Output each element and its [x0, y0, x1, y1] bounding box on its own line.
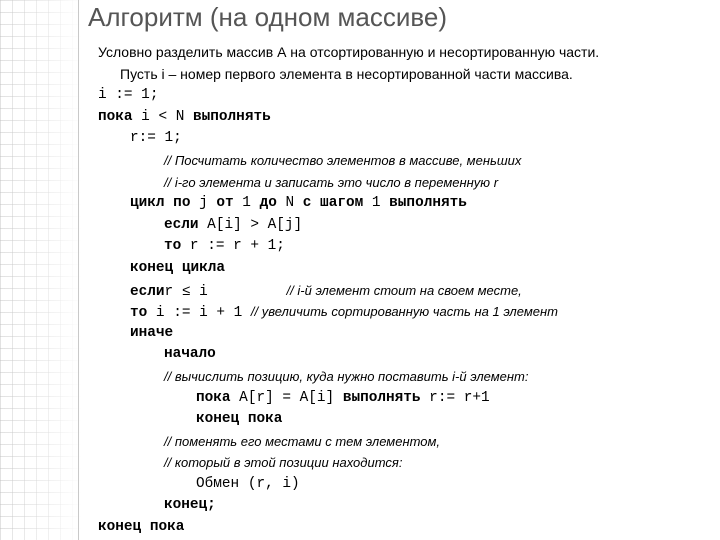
- code-line: Обмен (r, i): [196, 475, 300, 492]
- code-line: еслиr ≤ i // i-й элемент стоит на своем месте,: [130, 282, 522, 300]
- code-line: пока i < N выполнять: [98, 108, 271, 125]
- code-line: конец;: [164, 497, 216, 514]
- slide-title: Алгоритм (на одном массиве): [88, 2, 448, 32]
- code-line: конец цикла: [130, 259, 225, 276]
- code-comment: // который в этой позиции находится:: [164, 455, 403, 471]
- code-line: конец пока: [196, 411, 283, 428]
- code-line: если A[i] > A[j]: [164, 216, 303, 233]
- code-line: i := 1;: [98, 87, 159, 104]
- code-line: пока A[r] = A[i] выполнять r:= r+1: [196, 389, 490, 406]
- code-comment: // увеличить сортированную часть на 1 элемент: [250, 304, 558, 320]
- code-line: r:= 1;: [130, 130, 182, 147]
- code-comment: // i-й элемент стоит на своем месте,: [286, 282, 522, 298]
- code-line: иначе: [130, 324, 174, 341]
- code-line: начало: [164, 346, 216, 363]
- decorative-grid: [0, 0, 82, 540]
- code-comment: // вычислить позицию, куда нужно поставить i-й элемент:: [164, 368, 529, 384]
- code-line: конец пока: [98, 519, 185, 536]
- code-comment: // i-го элемента и записать это число в переменную r: [164, 174, 499, 190]
- intro-text: Условно разделить массив А на отсортированную и несортированную части.: [98, 44, 600, 60]
- intro-text: Пусть i – номер первого элемента в несортированной части массива.: [120, 65, 573, 82]
- code-line: то i := i + 1 // увеличить сортированную часть на 1 элемент: [130, 304, 558, 322]
- code-line: то r := r + 1;: [164, 238, 285, 255]
- algorithm-body: [98, 42, 712, 539]
- code-line: цикл по j от 1 до N с шагом 1 выполнять: [130, 195, 467, 212]
- code-comment: // поменять его местами с тем элементом,: [164, 433, 441, 449]
- divider-line: [78, 0, 79, 540]
- code-comment: // Посчитать количество элементов в массиве, меньших: [164, 152, 522, 168]
